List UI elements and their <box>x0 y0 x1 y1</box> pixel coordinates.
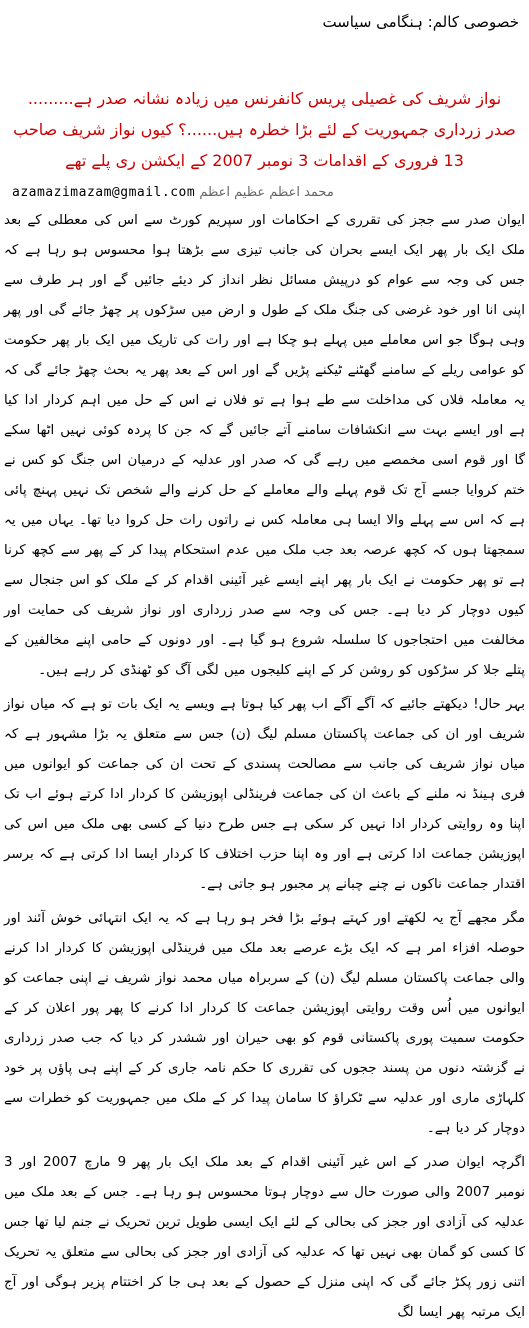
paragraph-1: ایوان صدر سے ججز کی تقرری کے احکامات اور سپریم کورٹ سے اس کی معطلی کے بعد ملک ایک بار پھر ایک ایسے بحران کی جانب تیزی سے بڑھتا ہوا محسوس ہو رہا ہے کہ جس کی وجہ سے عوام کو درپیش مسائل نظر انداز کر دیئے جائیں گے اور ہر طرف سے اپنی انا اور خود غرضی کی جنگ ملک کے طول و ارض میں سڑکوں پر چھڑ جائے گی اور پھر وہی ہوگا جو اس معاملے میں پہلے ہو چکا ہے اور رات کی تاریک میں ایک بار پھر حکومت کو عوامی ریلے کے سامنے گھٹنے ٹیکنے پڑیں گے اور اس کے بعد پھر یہ بحث چھڑ جائے گی کہ یہ معاملہ فلاں کی مداخلت سے طے ہوا ہے تو فلاں نے اس کے حل میں اہم کردار ادا کیا ہے اور ایسے بہت سے انکشافات سامنے آتے جائیں گے کہ جن کا پردہ کوئی نہیں اٹھا سکے گا اور قوم اسی مخمصے میں رہے گی کہ صدر اور عدلیہ کے درمیان اس جنگ کو کس نے ختم کروایا جسے آج تک قوم پہلے والے معاملے کے حل کرنے والے شخص تک نہیں پہنچ پائی ہے کہ اس سے پہلے والا ایسا ہی معاملہ کس نے راتوں رات حل کروا دیا تھا۔ یہاں میں یہ سمجھتا ہوں کہ کچھ عرصہ بعد جب ملک میں عدم استحکام پیدا کر کے پھر سے کچھ کرنا ہے تو پھر حکومت نے ایک بار پھر اپنے ایسے غیر آئینی اقدام کر کے ملک کو اس جنجال سے کیوں دوچار کر دیا ہے۔ جس کی وجہ سے صدر زرداری اور نواز شریف کی حمایت اور مخالفت میں احتجاجوں کا سلسلہ شروع ہو گیا ہے۔ اور دونوں کے حامی اپنے مخالفین کے پتلے جلا کر سڑکوں کو روشن کر کے اپنے کلیجوں میں لگی آگ کو ٹھنڈی کر رہے ہیں۔ <box>4 213 525 678</box>
headline-line-1: نواز شریف کی غصیلی پریس کانفرنس میں زیادہ نشانہ صدر ہے......... <box>27 89 502 108</box>
paragraph-3: مگر مجھے آج یہ لکھتے اور کہتے ہوئے بڑا فخر ہو رہا ہے کہ یہ ایک انتہائی خوش آئند اور حوصلہ افزاء امر ہے کہ ایک بڑے عرصے بعد ملک میں فرینڈلی اپوزیشن کا کردار ادا کرنے والی جماعت پاکستان مسلم لیگ (ن) کے سربراہ میاں محمد نواز شریف نے اپنی جماعت کو ایوانوں میں اُس وقت روایتی اپوزیشن جماعت کا کردار ادا کرنے کا پھر پور اعلان کر کے حکومت سمیت پوری پاکستانی قوم کو بھی حیران اور ششدر کر دیا کہ جب صدر زرداری نے گزشتہ دنوں من پسند ججوں کی تقرری کا حکم نامہ جاری کر کے اپنے ہی پاؤں پر خود کلہاڑی ماری اور عدلیہ سے ٹکراؤ کا سامان پیدا کر کے ملک میں جمہوریت کو خطرات سے دوچار کر دیا ہے۔ <box>4 911 525 1136</box>
article-body <box>4 206 525 1328</box>
headline-line-3: 13 فروری کے اقدامات 3 نومبر 2007 کے ایکشن ری پلے تھے <box>65 151 464 170</box>
headline <box>4 44 525 176</box>
headline-line-2: صدر زرداری جمہوریت کے لئے بڑا خطرہ ہیں......؟ کیوں نواز شریف صاحب <box>13 120 516 139</box>
paragraph-4: اگرچہ ایوان صدر کے اس غیر آئینی اقدام کے بعد ملک ایک بار پھر 9 مارچ 2007 اور 3 نومبر 2007 والی صورت حال سے دوچار ہوتا محسوس ہو رہا ہے۔ جس کے بعد ملک میں عدلیہ کی آزادی اور ججز کی بحالی کے لئے ایک ایسی طویل ترین تحریک نے جنم لیا تھا جس کا کسی کو گمان بھی نہیں تھا کہ عدلیہ کی آزادی اور ججز کی بحالی سے متعلق یہ تحریک اتنی زور پکڑ جائے گی کہ اپنی منزل کے حصول کے بعد ہی جا کر اختتام پزیر ہوگی اور آج ایک مرتبہ پھر ایسا لگ <box>4 1155 525 1320</box>
column-title: خصوصی کالم: ہنگامی سیاست <box>322 13 519 31</box>
paragraph-2: بہر حال! دیکھتے جائیے کہ آگے آگے اب پھر کیا ہوتا ہے ویسے یہ ایک بات تو ہے کہ میاں نواز شریف اور ان کی جماعت پاکستان مسلم لیگ (ن) جس سے متعلق یہ بڑا مشہور ہے کہ میاں نواز شریف کی جانب سے مصالحت پسندی کے تحت ان کی جماعت کو ایوانوں میں فری ہینڈ نہ ملنے کے باعث ان کی جماعت فرینڈلی اپوزیشن کا کردار ادا کرتے ہوئے اب تک اپنا وہ روایتی کردار ادا نہیں کر سکی ہے جس طرح دنیا کے کسی بھی ملک میں اس کی اپوزیشن جماعت ادا کرتی ہے اور وہ اپنا حزب اختلاف کا کردار ایسا ادا کرتی ہے کہ برسر اقتدار جماعت ناکوں نے چنے چبانے پر مجبور ہو جاتی ہے۔ <box>4 697 525 892</box>
author-email: azamazimazam@gmail.com <box>12 185 196 200</box>
author-name: محمد اعظم عظیم اعظم <box>199 185 334 200</box>
byline <box>4 180 525 206</box>
